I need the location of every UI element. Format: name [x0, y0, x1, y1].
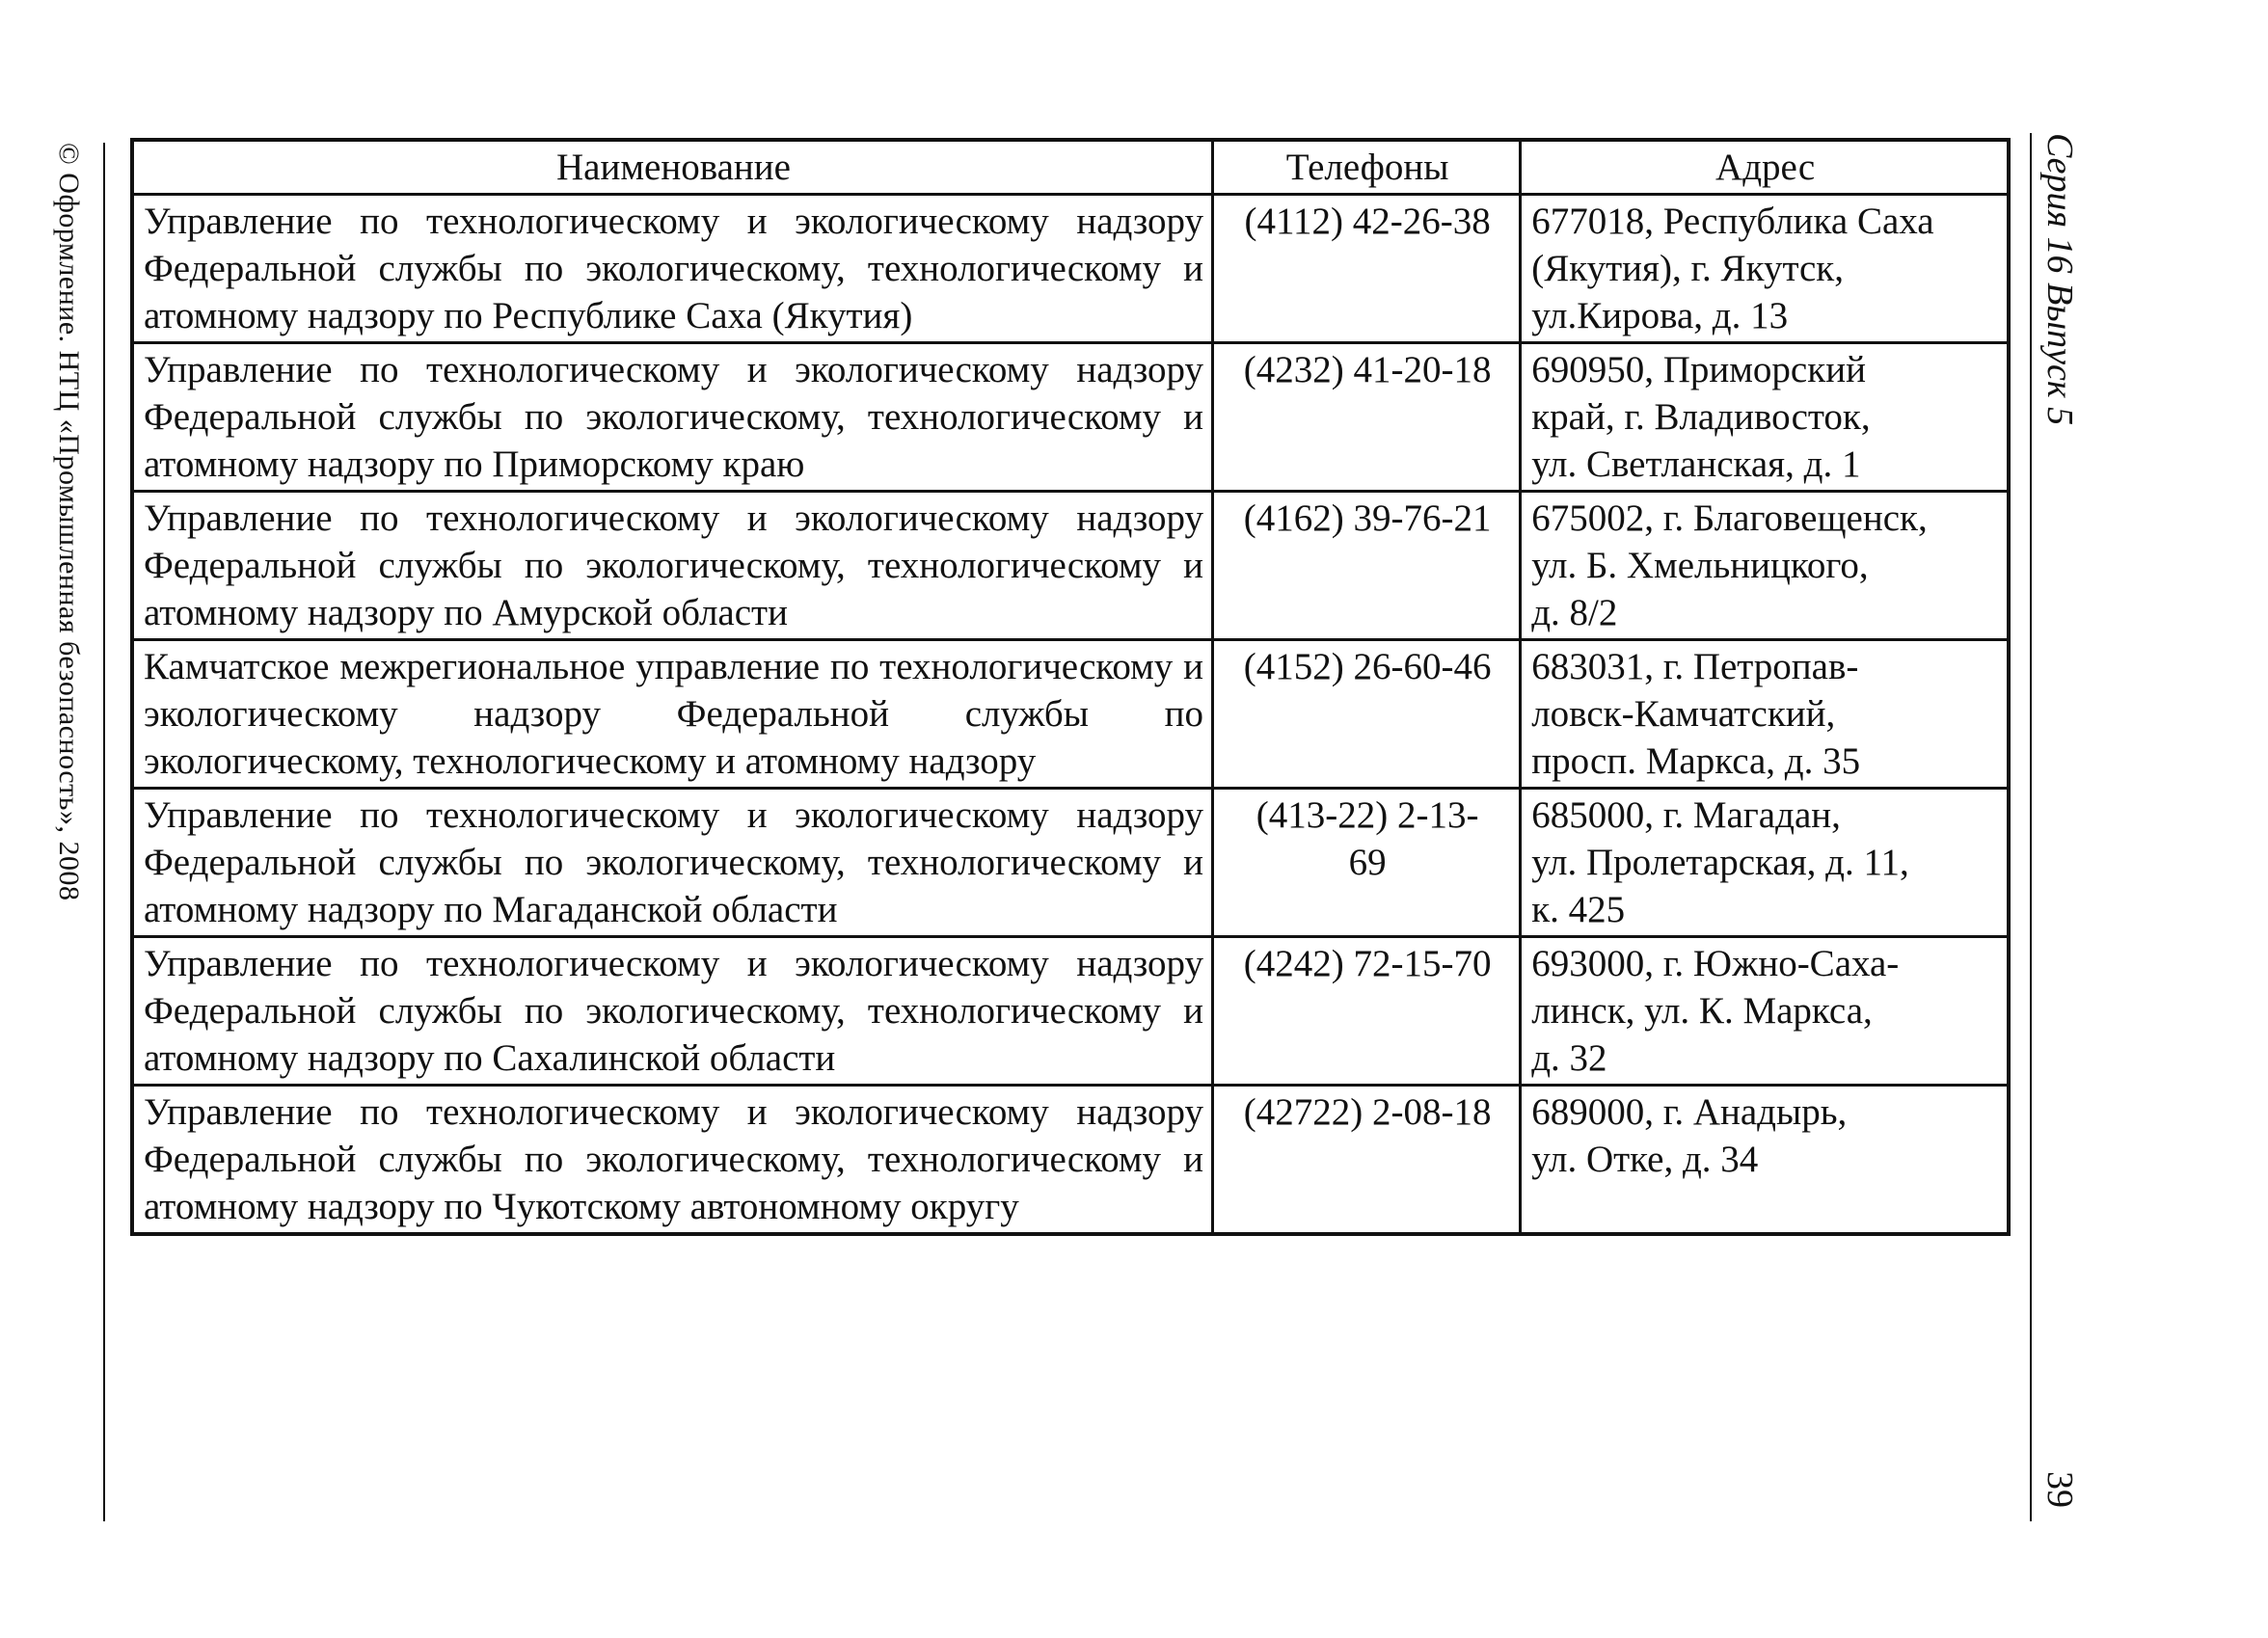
cell-name: Камчатское межрегиональное управление по технологическому и экологическому надзору Федеральной службы по экологическому, технологическому и атомному надзору [132, 640, 1213, 789]
cell-phone: (42722) 2-08-18 [1213, 1086, 1521, 1235]
cell-address: 693000, г. Южно-Саха- линск, ул. К. Маркса, д. 32 [1521, 937, 2009, 1086]
table-row [132, 1086, 2009, 1235]
cell-address: 689000, г. Анадырь, ул. Отке, д. 34 [1521, 1086, 2009, 1235]
left-margin-rule [103, 143, 105, 1521]
table-row [132, 789, 2009, 937]
cell-address: 685000, г. Магадан, ул. Пролетарская, д. 11, к. 425 [1521, 789, 2009, 937]
cell-name: Управление по технологическому и экологическому надзору Федеральной службы по экологическому, технологическому и атомному надзору по Приморскому краю [132, 343, 1213, 492]
cell-address: 677018, Республика Саха (Якутия), г. Якутск, ул.Кирова, д. 13 [1521, 195, 2009, 343]
header-name: Наименование [132, 140, 1213, 195]
right-margin-rule [2030, 133, 2032, 1521]
rostekhnadzor-directory-table [130, 138, 2011, 1236]
header-phones: Телефоны [1213, 140, 1521, 195]
cell-phone: (4232) 41-20-18 [1213, 343, 1521, 492]
cell-address: 675002, г. Благовещенск, ул. Б. Хмельницкого, д. 8/2 [1521, 492, 2009, 640]
cell-phone: (4242) 72-15-70 [1213, 937, 1521, 1086]
cell-address: 683031, г. Петропав- ловск-Камчатский, просп. Маркса, д. 35 [1521, 640, 2009, 789]
table-row [132, 343, 2009, 492]
header-address: Адрес [1521, 140, 2009, 195]
cell-phone: (4162) 39-76-21 [1213, 492, 1521, 640]
table-row [132, 492, 2009, 640]
cell-phone: (4152) 26-60-46 [1213, 640, 1521, 789]
cell-phone: (4112) 42-26-38 [1213, 195, 1521, 343]
cell-name: Управление по технологическому и экологическому надзору Федеральной службы по экологическому, технологическому и атомному надзору по Магаданской области [132, 789, 1213, 937]
table-row [132, 195, 2009, 343]
cell-phone: (413-22) 2-13- 69 [1213, 789, 1521, 937]
page-number-text: 39 [2039, 1471, 2080, 1508]
cell-name: Управление по технологическому и экологическому надзору Федеральной службы по экологическому, технологическому и атомному надзору по Сахалинской области [132, 937, 1213, 1086]
credit-text: © Оформление. НТЦ «Промышленная безопасность», 2008 [53, 143, 85, 901]
table-header-row [132, 140, 2009, 195]
cell-name: Управление по технологическому и экологическому надзору Федеральной службы по экологическому, технологическому и атомному надзору по Республике Саха (Якутия) [132, 195, 1213, 343]
table-row [132, 640, 2009, 789]
cell-address: 690950, Приморский край, г. Владивосток, ул. Светланская, д. 1 [1521, 343, 2009, 492]
cell-name: Управление по технологическому и экологическому надзору Федеральной службы по экологическому, технологическому и атомному надзору по Чукотскому автономному округу [132, 1086, 1213, 1235]
series-title: Серия 16 Выпуск 5 [2039, 133, 2080, 426]
table-row [132, 937, 2009, 1086]
cell-name: Управление по технологическому и экологическому надзору Федеральной службы по экологическому, технологическому и атомному надзору по Амурской области [132, 492, 1213, 640]
